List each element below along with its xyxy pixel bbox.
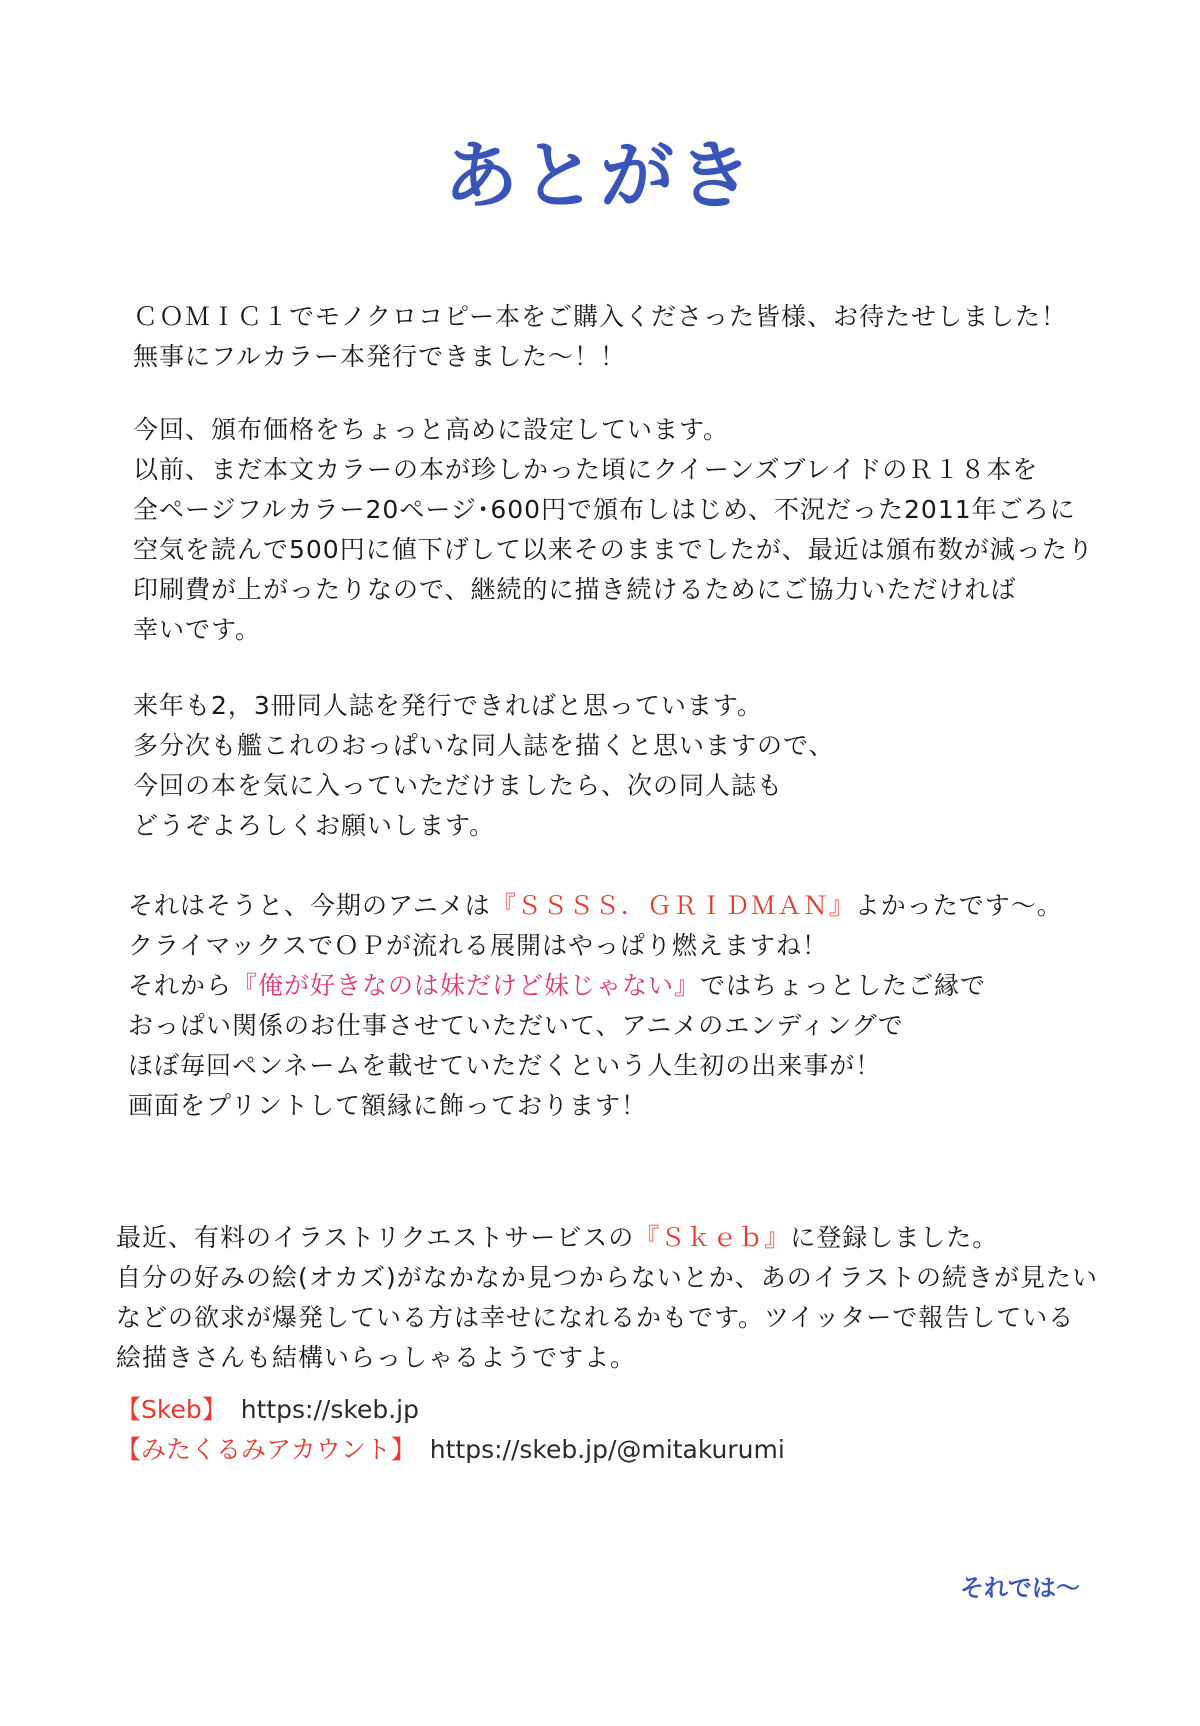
text-line: 画面をプリントして額縁に飾っております！ (128, 1091, 648, 1120)
links-block (116, 1390, 785, 1470)
text-segment: ではちょっとしたご縁で (700, 971, 987, 1000)
text-line: ほぼ毎回ペンネームを載せていただくという人生初の出来事が！ (128, 1051, 882, 1080)
text-line: 印刷費が上がったりなので、継続的に描き続けるためにご協力いただければ (133, 575, 1017, 604)
text-segment: よかったです～。 (854, 891, 1063, 920)
paragraph-price (133, 410, 1094, 650)
page-title: あとがき (444, 133, 756, 219)
link-mitakurumi-account[interactable] (116, 1430, 785, 1470)
text-line: 今回の本を気に入っていただけましたら、次の同人誌も (133, 771, 784, 800)
closing-text: それでは～ (960, 1574, 1080, 1602)
link-label: 【Skeb】 (116, 1395, 227, 1424)
text-line (128, 886, 1063, 926)
text-line: クライマックスでＯＰが流れる展開はやっぱり燃えますね！ (128, 931, 829, 960)
text-line: 多分次も艦これのおっぱいな同人誌を描くと思いますので、 (133, 731, 835, 760)
text-line: 全ページフルカラー20ページ･600円で頒布しはじめ、不況だった2011年ごろに (133, 495, 1076, 524)
text-line: 空気を読んで500円に値下げして以来そのままでしたが、最近は頒布数が減ったり (133, 535, 1094, 564)
text-line: 自分の好みの絵(オカズ)がなかなか見つからないとか、あのイラストの続きが見たい (116, 1263, 1099, 1292)
text-line: 絵描きさんも結構いらっしゃるようですよ。 (116, 1343, 637, 1372)
paragraph-comic1 (133, 297, 1067, 377)
paragraph-anime (128, 886, 1063, 1126)
text-segment: それはそうと、今期のアニメは (128, 891, 491, 920)
skeb-title: 『Ｓｋｅｂ』 (634, 1223, 791, 1252)
anime-title-gridman: 『ＳＳＳＳ．ＧＲＩＤＭＡＮ』 (490, 891, 855, 920)
text-segment: それから (128, 971, 233, 1000)
text-line: 来年も2，3冊同人誌を発行できればと思っています。 (133, 691, 763, 720)
paragraph-next-year (133, 686, 835, 846)
text-line: 無事にフルカラー本発行できました～！！ (133, 342, 627, 371)
text-line: 幸いです。 (133, 615, 262, 644)
text-segment: に登録しました。 (790, 1223, 999, 1252)
text-line: おっぱい関係のお仕事させていただいて、アニメのエンディングで (128, 1011, 904, 1040)
paragraph-skeb (116, 1218, 1098, 1378)
link-url[interactable]: https://skeb.jp/@mitakurumi (429, 1435, 785, 1464)
link-url[interactable]: https://skeb.jp (240, 1395, 419, 1424)
text-line: どうぞよろしくお願いします。 (133, 811, 496, 840)
text-line: などの欲求が爆発している方は幸せになれるかもです。ツイッターで報告している (116, 1303, 1075, 1332)
text-segment: 最近、有料のイラストリクエストサービスの (116, 1223, 635, 1252)
text-line: ＣＯＭＩＣ１でモノクロコピー本をご購入くださった皆様、お待たせしました！ (133, 302, 1068, 331)
text-line (116, 1218, 1098, 1258)
text-line: 今回、頒布価格をちょっと高めに設定しています。 (133, 415, 730, 444)
link-skeb[interactable] (116, 1390, 785, 1430)
link-label: 【みたくるみアカウント】 (116, 1435, 416, 1464)
text-line (128, 966, 1063, 1006)
text-line: 以前、まだ本文カラーの本が珍しかった頃にクイーンズブレイドのＲ１８本を (133, 455, 1039, 484)
anime-title-oreimo: 『俺が好きなのは妹だけど妹じゃない』 (232, 971, 701, 1000)
